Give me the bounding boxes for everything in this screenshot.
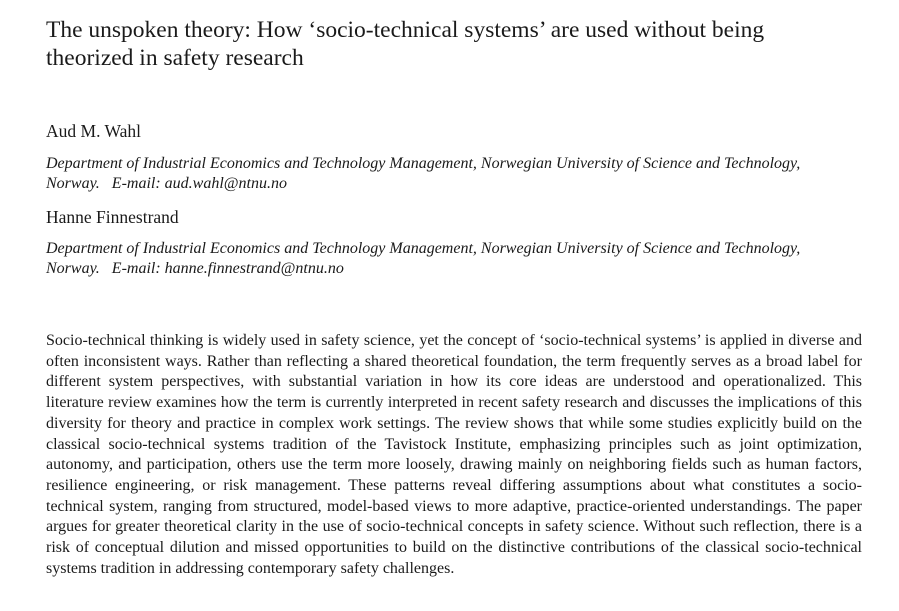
abstract-text: Socio-technical thinking is widely used in safety science, yet the concept of ‘socio-technical systems’ is applied in diverse and often inconsistent ways. Rather than reflecting a shared theoretical foundation, the term frequently serves as a broad label for different system perspectives, with substantial variation in how its core ideas are understood and operationalized. This literature review examines how the term is currently interpreted in recent safety research and discusses the implications of this diversity for theory and practice in complex work settings. The review shows that while some studies explicitly build on the classical socio-technical systems tradition of the Tavistock Institute, emphasizing principles such as joint optimization, autonomy, and participation, others use the term more loosely, drawing mainly on neighboring fields such as human factors, resilience engineering, or risk management. These patterns reveal differing assumptions about what constitutes a socio-technical system, ranging from structured, model-based views to more adaptive, practice-oriented understandings. The paper argues for greater theoretical clarity in the use of socio-technical concepts in safety science. Without such reflection, there is a risk of conceptual dilution and missed opportunities to build on the distinctive contributions of the classical socio-technical systems tradition in addressing contemporary safety challenges. [46, 332, 862, 577]
author-email-2: E-mail: hanne.finnestrand@ntnu.no [111, 260, 344, 277]
author-email-1: E-mail: aud.wahl@ntnu.no [111, 175, 287, 192]
author-affiliation-2 [46, 239, 826, 279]
author-name-1: Aud M. Wahl [46, 121, 142, 141]
author-affiliation-1 [46, 154, 826, 194]
paper-title: The unspoken theory: How ‘socio-technical systems’ are used without being theorized in safety research [46, 17, 765, 71]
paper-page [46, 16, 862, 595]
affiliation-text-2: Department of Industrial Economics and Technology Management, Norwegian University of Science and Technology, Norway. [46, 240, 801, 277]
affiliation-text-1: Department of Industrial Economics and Technology Management, Norwegian University of Science and Technology, Norway. [46, 155, 801, 192]
author-name-2: Hanne Finnestrand [46, 207, 179, 227]
